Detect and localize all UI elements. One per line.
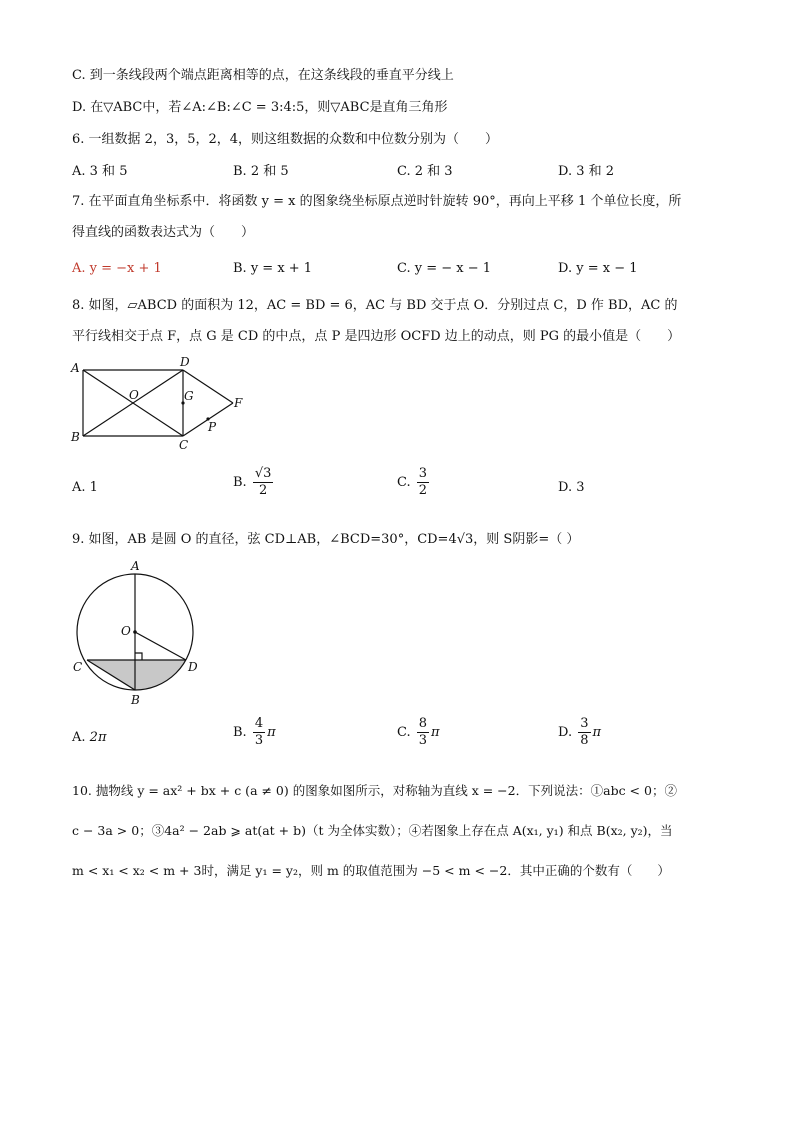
q9-segment-od: [135, 632, 186, 660]
q10-line2: c − 3a > 0；③4a² − 2ab ⩾ at(at + b)（t 为全体实数）；④若图象上存在点 A(x₁, y₁) 和点 B(x₂, y₂)，当: [72, 823, 673, 838]
q5-option-d: D. 在▽ABC中，若∠A:∠B:∠C = 3:4:5，则▽ABC是直角三角形: [72, 100, 448, 115]
q8-label-f: F: [234, 396, 243, 410]
q7-option-a: A. y = −x + 1: [72, 261, 162, 276]
q9-figure: [66, 556, 216, 708]
q8-label-d: D: [180, 355, 190, 369]
q9-option-c-fraction: $\frac{8}{3}$: [418, 716, 428, 748]
q9-option-b: B. $\frac{4}{3}$ π: [233, 716, 276, 748]
q8-figure: [66, 355, 256, 455]
q9-option-b-fraction: $\frac{4}{3}$: [254, 716, 264, 748]
q5-option-c: C. 到一条线段两个端点距离相等的点，在这条线段的垂直平分线上: [72, 68, 454, 83]
q9-center-point: [133, 630, 137, 634]
q8-stem-line1: 8. 如图，▱ABCD 的面积为 12，AC = BD = 6，AC 与 BD 交于点 O．分别过点 C，D 作 BD，AC 的: [72, 298, 678, 313]
q7-option-c: C. y = − x − 1: [397, 261, 492, 276]
q8-label-o: O: [129, 388, 139, 402]
q8-label-a: A: [71, 361, 80, 375]
q9-label-a: A: [131, 559, 140, 573]
q8-option-c-fraction: $\frac{3}{2}$: [418, 466, 428, 498]
q8-label-b: B: [71, 430, 80, 444]
q9-label-d: D: [188, 660, 198, 674]
q7-stem-line2: 得直线的函数表达式为（ ）: [72, 225, 255, 240]
q7-option-d: D. y = x − 1: [558, 261, 638, 276]
q8-label-g: G: [184, 389, 194, 403]
q9-stem: 9. 如图，AB 是圆 O 的直径，弦 CD⊥AB，∠BCD=30°，CD=4√3，则 S阴影=（ ）: [72, 532, 580, 547]
q8-option-c: C. $\frac{3}{2}$: [397, 466, 428, 498]
q8-label-p: P: [208, 420, 217, 434]
q9-option-c: C. $\frac{8}{3}$ π: [397, 716, 440, 748]
q7-option-b: B. y = x + 1: [233, 261, 313, 276]
q8-label-c: C: [179, 438, 189, 452]
q8-option-b-fraction: $\frac{√3}{2}$: [254, 466, 272, 498]
q9-shaded-region: [87, 660, 186, 690]
q8-option-a: A. 1: [72, 480, 98, 495]
q9-label-c: C: [73, 660, 83, 674]
q6-stem: 6. 一组数据 2，3，5，2，4，则这组数据的众数和中位数分别为（ ）: [72, 132, 499, 147]
q9-option-a: A. 2π: [72, 730, 107, 745]
q9-label-o: O: [121, 624, 131, 638]
q6-option-d: D. 3 和 2: [558, 164, 615, 179]
q9-option-d-fraction: $\frac{3}{8}$: [580, 716, 589, 748]
q6-option-a: A. 3 和 5: [72, 164, 128, 179]
q9-label-b: B: [131, 693, 140, 707]
q9-right-angle-mark: [135, 653, 142, 660]
q9-option-d: D. $\frac{3}{8}$ π: [558, 716, 602, 748]
q6-option-b: B. 2 和 5: [233, 164, 289, 179]
q8-stem-line2: 平行线相交于点 F，点 G 是 CD 的中点，点 P 是四边形 OCFD 边上的动点，则 PG 的最小值是（ ）: [72, 329, 681, 344]
q7-stem-line1: 7. 在平面直角坐标系中．将函数 y = x 的图象绕坐标原点逆时针旋转 90°，再向上平移 1 个单位长度，所: [72, 194, 682, 209]
q8-option-b: B. $\frac{√3}{2}$: [233, 466, 272, 498]
q6-option-c: C. 2 和 3: [397, 164, 453, 179]
q10-line1: 10. 抛物线 y = ax² + bx + c (a ≠ 0) 的图象如图所示，对称轴为直线 x = −2．下列说法：①abc < 0；②: [72, 783, 677, 798]
q10-line3: m < x₁ < x₂ < m + 3时，满足 y₁ = y₂，则 m 的取值范围为 −5 < m < −2．其中正确的个数有（ ）: [72, 863, 670, 878]
q8-option-d: D. 3: [558, 480, 585, 495]
